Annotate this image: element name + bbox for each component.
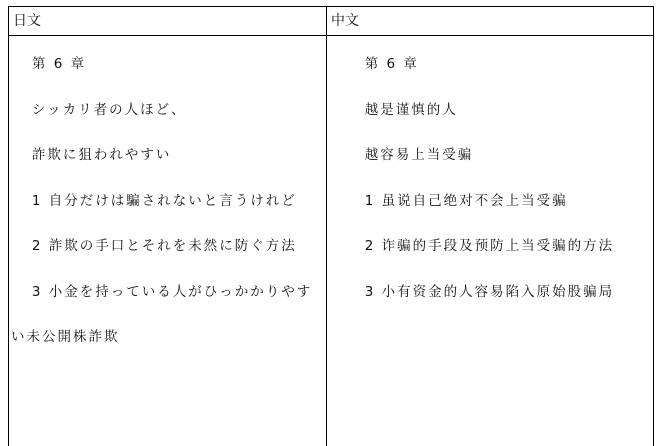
chinese-column-header: 中文 [327,7,654,36]
content-row [9,36,654,446]
japanese-section-2: 2 詐欺の手口とそれを未然に防ぐ方法 [31,238,297,254]
japanese-chapter-number: 第 6 章 [31,56,87,72]
chinese-section-3: 3 小有资金的人容易陷入原始股骗局 [364,283,615,300]
chinese-title-line-2: 越容易上当受骗 [364,147,474,163]
header-row [9,7,654,36]
japanese-column [9,36,327,446]
chinese-section-1: 1 虽说自己绝对不会上当受骗 [364,192,568,209]
chinese-column [327,36,654,446]
japanese-section-1: 1 自分だけは騙されないと言うけれど [31,192,297,209]
chinese-section-2: 2 诈骗的手段及预防上当受骗的方法 [364,238,615,254]
japanese-title-line-1: シッカリ者の人ほど、 [31,101,187,118]
japanese-column-header: 日文 [9,7,327,36]
japanese-section-3: 3 小金を持っている人がひっかかりやすい未公開株詐欺 [11,283,313,345]
chinese-chapter-number: 第 6 章 [364,56,419,72]
japanese-title-line-2: 詐欺に狙われやすい [31,147,172,163]
chinese-title-line-1: 越是谨慎的人 [364,101,458,118]
translation-table [8,6,654,446]
